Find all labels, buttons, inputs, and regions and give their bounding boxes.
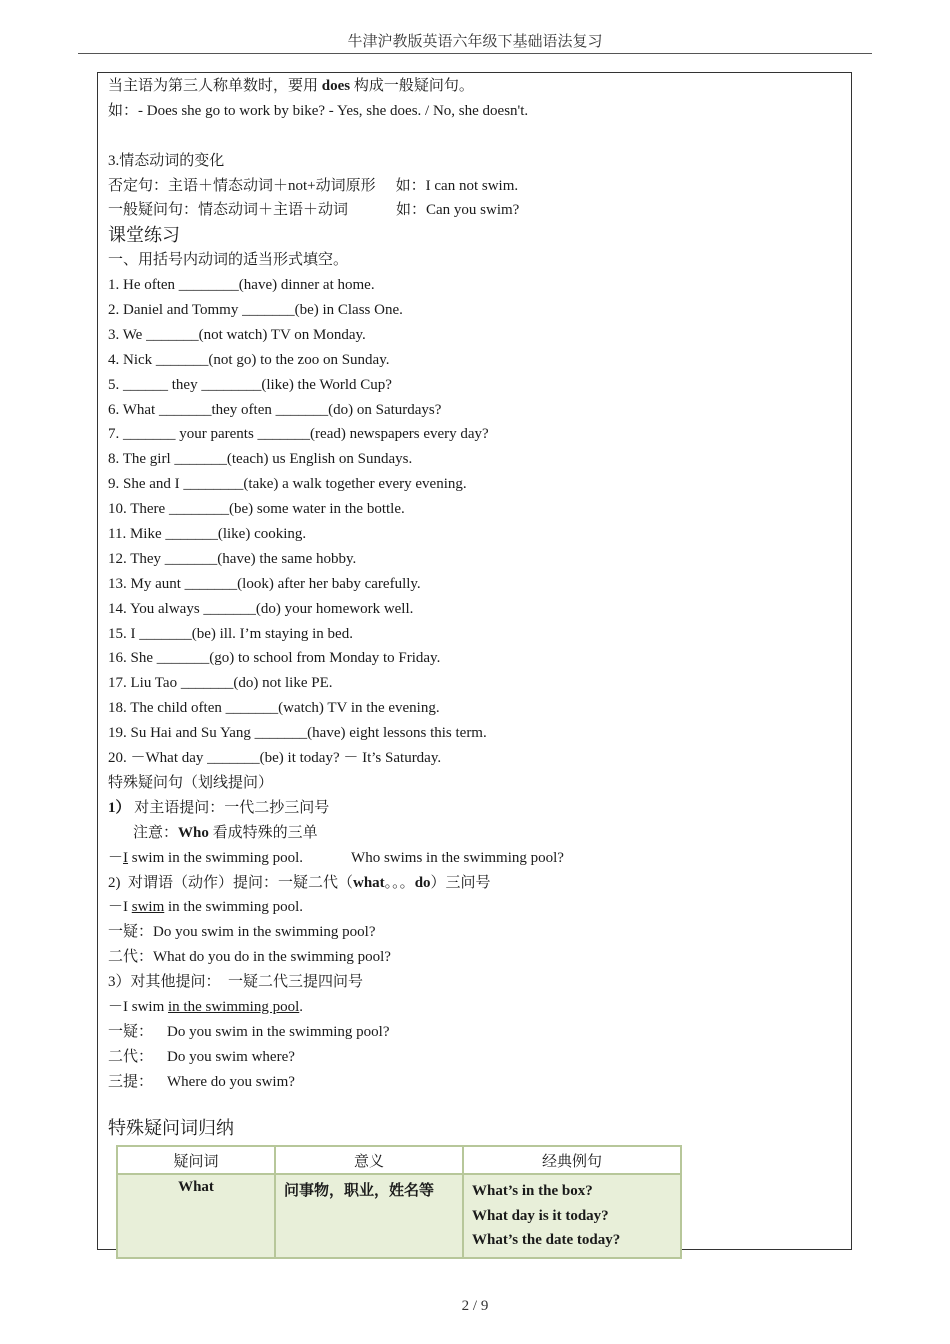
header-rule (78, 53, 872, 54)
modal-negative: 否定句：主语＋情态动词＋not+动词原形 如：I can not swim. (108, 177, 519, 194)
exercise-item: 19. Su Hai and Su Yang _______(have) eight lessons this term. (108, 725, 487, 742)
exercise-item: 2. Daniel and Tommy _______(be) in Class One. (108, 302, 403, 319)
special-question-title: 特殊疑问句（划线提问） (108, 774, 274, 791)
exercise-item: 6. What _______they often _______(do) on Saturdays? (108, 401, 442, 418)
subject-question-note: 注意：Who 看成特殊的三单 (133, 824, 318, 841)
exercise-item: 18. The child often _______(watch) TV in the evening. (108, 700, 440, 717)
table-header-example: 经典例句 (463, 1146, 681, 1174)
question-word-cell: What (117, 1174, 275, 1258)
exercise-list (108, 273, 843, 771)
exercise-item: 5. ______ they ________(like) the World Cup? (108, 376, 392, 393)
table-header-row (117, 1146, 681, 1174)
exercise-item: 3. We _______(not watch) TV on Monday. (108, 326, 366, 343)
examples-cell (463, 1174, 681, 1258)
other-step-2: 二代： Do you swim where? (108, 1048, 295, 1065)
exercise-item: 12. They _______(have) the same hobby. (108, 550, 357, 567)
predicate-step-2: 二代：What do you do in the swimming pool? (108, 949, 391, 966)
table-header-word: 疑问词 (117, 1146, 275, 1174)
subject-question-rule: 1） 对主语提问：一代二抄三问号 (108, 799, 330, 816)
document-body (108, 74, 843, 1141)
practice-instruction: 一、用括号内动词的适当形式填空。 (108, 252, 349, 269)
intro-line-2: 如：- Does she go to work by bike? - Yes, she does. / No, she doesn't. (108, 102, 529, 119)
meaning-cell: 问事物，职业，姓名等 (275, 1174, 463, 1258)
modal-title: 3.情态动词的变化 (108, 152, 225, 169)
table-row (117, 1174, 681, 1258)
exercise-item: 4. Nick _______(not go) to the zoo on Sunday. (108, 351, 390, 368)
other-question-example: －I swim in the swimming pool. (108, 998, 304, 1015)
exercise-item: 7. _______ your parents _______(read) newspapers every day? (108, 426, 489, 443)
question-word-table (116, 1145, 682, 1259)
spacer (108, 124, 843, 149)
exercise-item: 14. You always _______(do) your homework well. (108, 600, 414, 617)
modal-question: 一般疑问句：情态动词＋主语＋动词 如：Can you swim? (108, 202, 520, 219)
other-step-1: 一疑： Do you swim in the swimming pool? (108, 1023, 390, 1040)
page-number: 2 / 9 (461, 1298, 489, 1314)
other-question-rule: 3）对其他提问： 一疑二代三提四问号 (108, 974, 364, 991)
other-step-3: 三提： Where do you swim? (108, 1073, 295, 1090)
exercise-item: 16. She _______(go) to school from Monday to Friday. (108, 650, 441, 667)
predicate-question-rule: 2) 对谓语（动作）提问：一疑二代（what。。。do）三问号 (108, 874, 491, 891)
exercise-item: 17. Liu Tao _______(do) not like PE. (108, 675, 333, 692)
example-sentence: What’s the date today? (472, 1232, 621, 1248)
summary-title: 特殊疑问词归纳 (108, 1117, 234, 1138)
table-header-meaning: 意义 (275, 1146, 463, 1174)
predicate-question-example: －I swim in the swimming pool. (108, 899, 304, 916)
page-header: 牛津沪教版英语六年级下基础语法复习 (347, 34, 603, 50)
subject-question-example: －I swim in the swimming pool. Who swims in the swimming pool? (108, 849, 564, 866)
exercise-item: 13. My aunt _______(look) after her baby carefully. (108, 575, 421, 592)
example-sentence: What day is it today? (472, 1207, 609, 1224)
predicate-step-1: 一疑：Do you swim in the swimming pool? (108, 924, 376, 941)
exercise-item: 20. －What day _______(be) it today? － It’s Saturday. (108, 750, 442, 767)
exercise-item: 10. There ________(be) some water in the bottle. (108, 501, 405, 518)
exercise-item: 15. I _______(be) ill. I’m staying in bed. (108, 625, 353, 642)
intro-line-1: 当主语为第三人称单数时，要用 does 构成一般疑问句。 (108, 78, 474, 94)
practice-heading: 课堂练习 (108, 225, 180, 246)
exercise-item: 11. Mike _______(like) cooking. (108, 526, 307, 543)
exercise-item: 8. The girl _______(teach) us English on Sundays. (108, 451, 413, 468)
example-sentence: What’s in the box? (472, 1183, 593, 1199)
exercise-item: 9. She and I ________(take) a walk together every evening. (108, 476, 467, 493)
exercise-item: 1. He often ________(have) dinner at home. (108, 277, 375, 294)
